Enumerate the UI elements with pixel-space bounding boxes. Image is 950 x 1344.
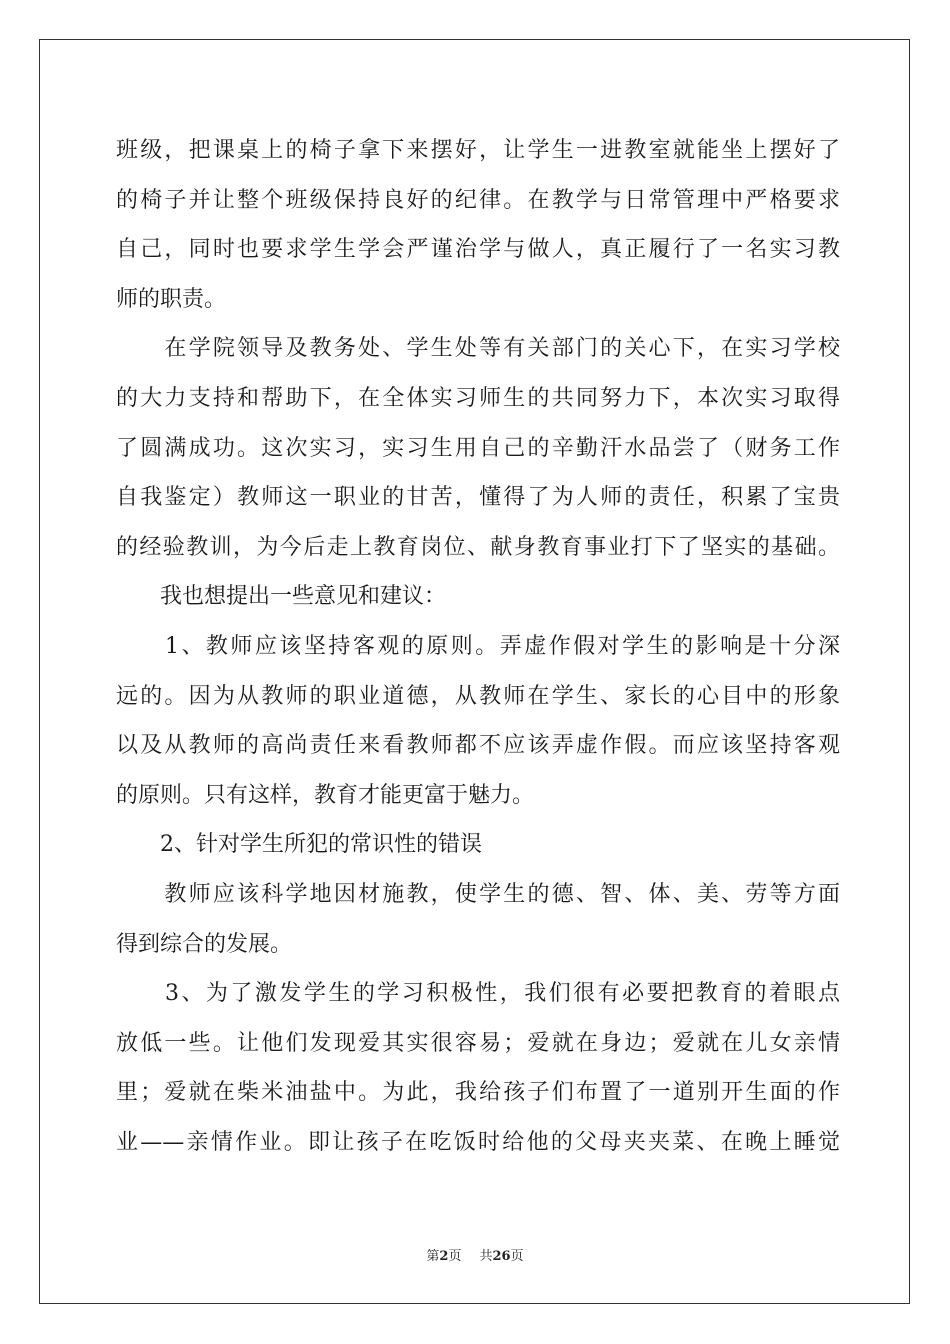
text-line: 师的职责。 <box>116 286 227 312</box>
text-line: 在学院领导及教务处、学生处等有关部门的关心下，在实习学校 <box>116 336 840 362</box>
text-line: 的椅子并让整个班级保持良好的纪律。在教学与日常管理中严格要求 <box>116 187 840 213</box>
text-line: 自我鉴定）教师这一职业的甘苦，懂得了为人师的责任，积累了宝贵 <box>116 485 840 511</box>
text-line: 的大力支持和帮助下，在全体实习师生的共同努力下，本次实习取得 <box>116 385 840 411</box>
text-line: 1、教师应该坚持客观的原则。弄虚作假对学生的影响是十分深 <box>116 633 840 659</box>
text-line: 3、为了激发学生的学习积极性，我们很有必要把教育的着眼点 <box>116 981 840 1007</box>
page-prefix: 第 <box>426 1249 440 1264</box>
text-line: 得到综合的发展。 <box>116 931 293 957</box>
page-number: 2 <box>439 1249 449 1264</box>
total-suffix: 页 <box>510 1249 524 1264</box>
text-line: 以及从教师的高尚责任来看教师都不应该弄虚作假。而应该坚持客观 <box>116 733 840 759</box>
text-line: 的原则。只有这样，教育才能更富于魅力。 <box>116 782 535 808</box>
text-line: 了圆满成功。这次实习，实习生用自己的辛勤汗水品尝了（财务工作 <box>116 435 840 461</box>
text-line: 我也想提出一些意见和建议： <box>116 584 447 610</box>
text-line: 教师应该科学地因材施教，使学生的德、智、体、美、劳等方面 <box>116 881 840 907</box>
text-line: 的经验教训，为今后走上教育岗位、献身教育事业打下了坚实的基础。 <box>116 534 840 560</box>
text-line: 班级，把课桌上的椅子拿下来摆好，让学生一进教室就能坐上摆好了 <box>116 138 840 163</box>
text-line: 里；爱就在柴米油盐中。为此，我给孩子们布置了一道别开生面的作 <box>116 1080 840 1106</box>
text-line: 2、针对学生所犯的常识性的错误 <box>116 832 482 858</box>
total-pages: 26 <box>492 1249 511 1264</box>
text-line: 远的。因为从教师的职业道德，从教师在学生、家长的心目中的形象 <box>116 683 840 709</box>
text-line: 业——亲情作业。即让孩子在吃饭时给他的父母夹夹菜、在晚上睡觉 <box>116 1129 840 1155</box>
page-suffix: 页 <box>448 1249 462 1264</box>
document-body <box>116 126 840 1167</box>
text-line: 放低一些。让他们发现爱其实很容易；爱就在身边；爱就在儿女亲情 <box>116 1030 840 1056</box>
total-prefix: 共 <box>479 1249 493 1264</box>
page-footer <box>0 1245 950 1264</box>
text-line: 自己，同时也要求学生学会严谨治学与做人，真正履行了一名实习教 <box>116 237 840 263</box>
